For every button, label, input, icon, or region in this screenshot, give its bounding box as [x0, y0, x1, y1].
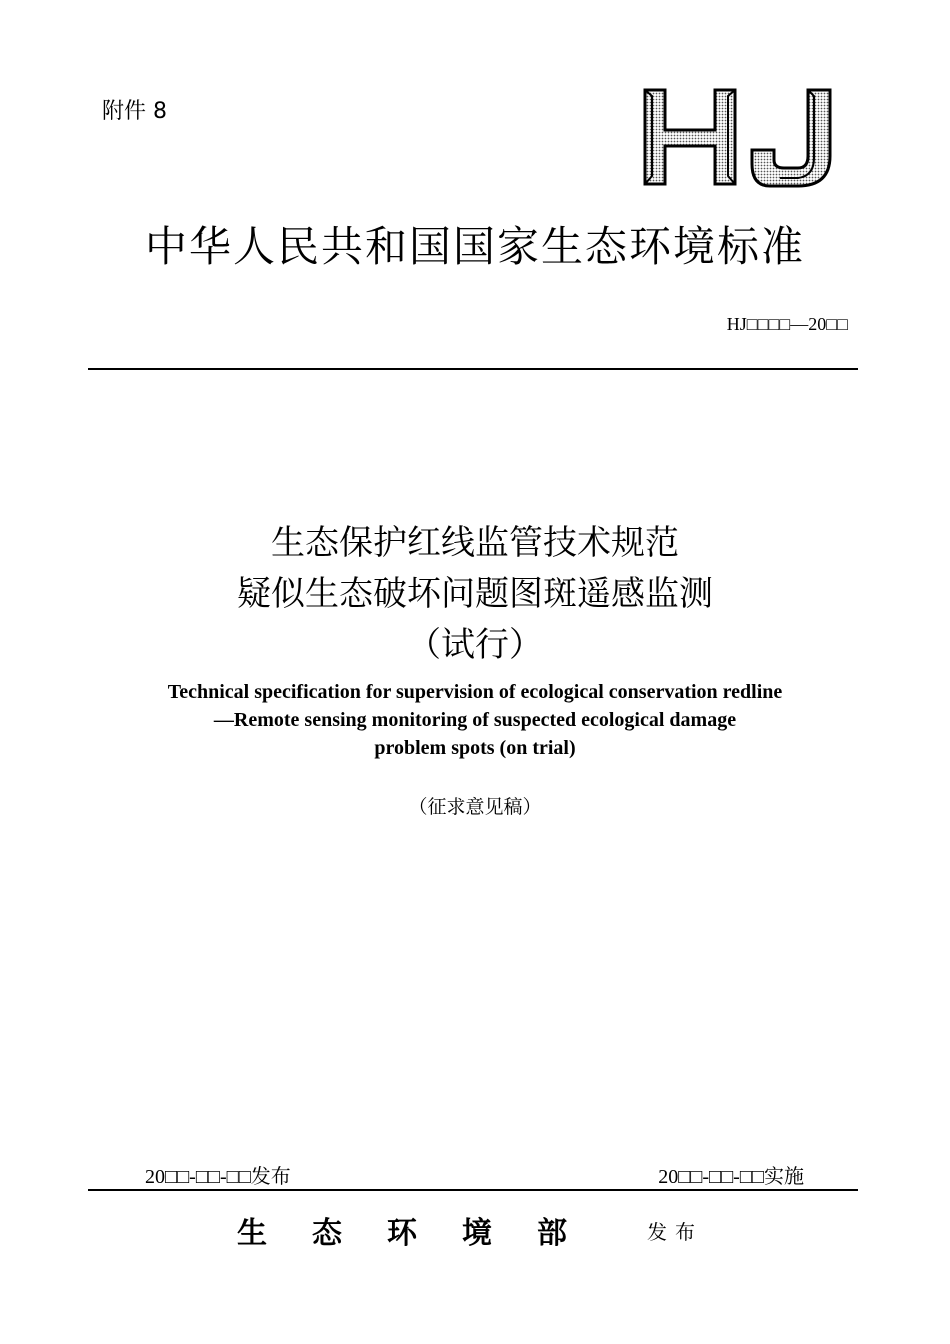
- issue-date: 20□□-□□-□□发布: [145, 1166, 291, 1188]
- draft-note: （征求意见稿）: [408, 796, 542, 818]
- ministry-name: 生态环境部: [237, 1216, 612, 1251]
- title-en-line3: problem spots (on trial): [374, 737, 576, 759]
- bottom-divider: [88, 1189, 858, 1191]
- standard-number: HJ□□□□—20□□: [726, 314, 848, 334]
- publish-label: 发布: [647, 1220, 703, 1244]
- org-title: 中华人民共和国国家生态环境标准: [144, 222, 805, 271]
- title-cn-line1: 生态保护红线监管技术规范: [271, 523, 679, 563]
- title-en-line1: Technical specification for supervision of ecological conservation redline: [167, 681, 783, 703]
- top-divider: [88, 368, 858, 370]
- title-en-line2: —Remote sensing monitoring of suspected ecological damage: [213, 709, 737, 731]
- implementation-date: 20□□-□□-□□实施: [658, 1166, 804, 1188]
- title-cn-line3: （试行）: [407, 625, 543, 665]
- attachment-label: 附件 8: [102, 99, 167, 124]
- hj-logo: [640, 86, 835, 190]
- title-cn-line2: 疑似生态破坏问题图斑遥感监测: [237, 574, 713, 614]
